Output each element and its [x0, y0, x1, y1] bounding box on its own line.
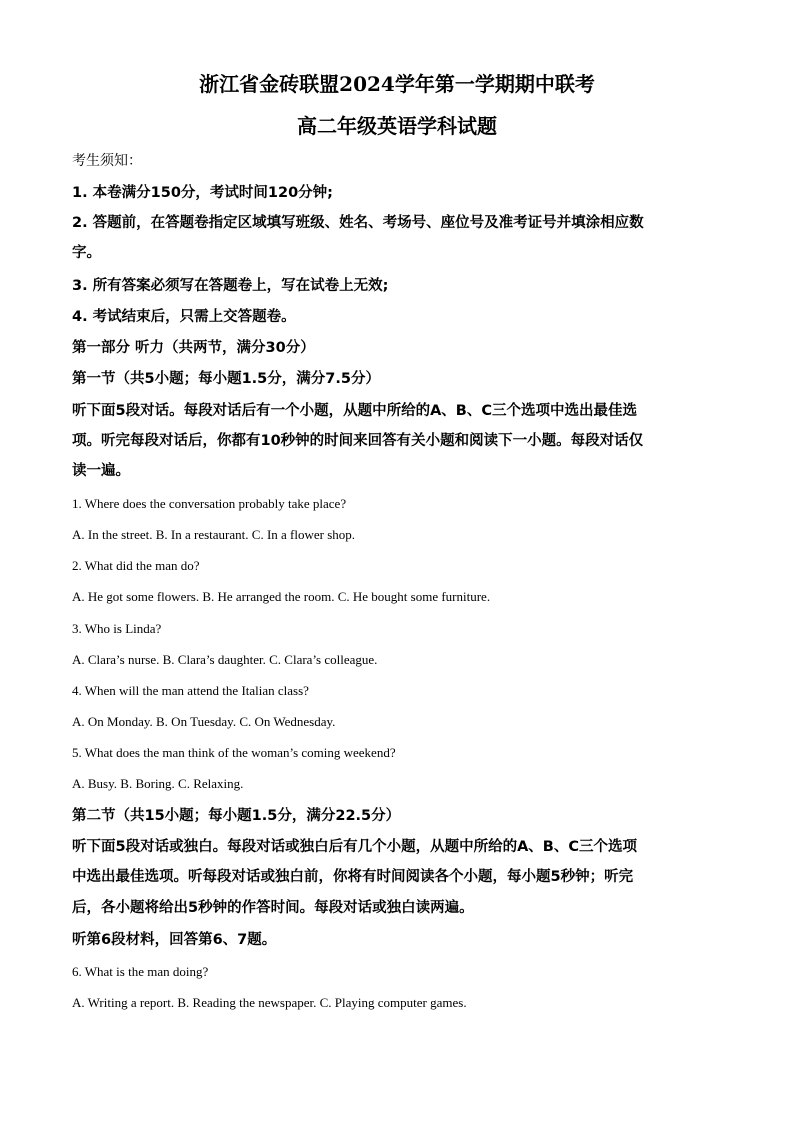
notice-heading: 考生须知：: [72, 153, 142, 169]
section1-heading: 第一节（共5小题；每小题1.5分，满分7.5分）: [72, 371, 380, 387]
notice-item: 1. 本卷满分150分，考试时间120分钟;: [72, 185, 333, 201]
section2-instruction: 后，各小题将给出5秒钟的作答时间。每段对话或独白读两遍。: [72, 900, 474, 916]
question-text: 3. Who is Linda?: [72, 621, 162, 636]
section1-instruction: 读一遍。: [72, 463, 130, 479]
question-text: 2. What did the man do?: [72, 558, 200, 573]
question-options: A. He got some flowers. B. He arranged the room. C. He bought some furniture.: [72, 589, 491, 604]
question-text: 5. What does the man think of the woman’s coming weekend?: [72, 745, 396, 760]
notice-item: 字。: [72, 245, 101, 261]
exam-subtitle: 高二年级英语学科试题: [297, 114, 497, 138]
section2-instruction: 中选出最佳选项。听每段对话或独白前，你将有时间阅读各个小题，每小题5秒钟；听完: [72, 869, 634, 885]
question-text: 1. Where does the conversation probably take place?: [72, 496, 347, 511]
question-options: A. Clara’s nurse. B. Clara’s daughter. C. Clara’s colleague.: [72, 652, 378, 667]
material-note: 听第6段材料，回答第6、7题。: [72, 932, 277, 948]
exam-title: 浙江省金砖联盟2024学年第一学期期中联考: [199, 72, 595, 96]
question-text: 4. When will the man attend the Italian class?: [72, 683, 309, 698]
question-text: 6. What is the man doing?: [72, 964, 209, 979]
question-options: A. In the street. B. In a restaurant. C. In a flower shop.: [72, 527, 356, 542]
notice-item: 2. 答题前，在答题卷指定区域填写班级、姓名、考场号、座位号及准考证号并填涂相应数: [72, 215, 644, 231]
part1-heading: 第一部分 听力（共两节，满分30分）: [72, 340, 315, 356]
section2-instruction: 听下面5段对话或独白。每段对话或独白后有几个小题，从题中所给的A、B、C三个选项: [72, 839, 638, 855]
section1-instruction: 项。听完每段对话后，你都有10秒钟的时间来回答有关小题和阅读下一小题。每段对话仅: [72, 433, 644, 449]
notice-item: 4. 考试结束后，只需上交答题卷。: [72, 309, 296, 325]
question-options: A. On Monday. B. On Tuesday. C. On Wednesday.: [72, 714, 336, 729]
question-options: A. Writing a report. B. Reading the newspaper. C. Playing computer games.: [72, 995, 467, 1010]
question-options: A. Busy. B. Boring. C. Relaxing.: [72, 776, 244, 791]
section2-heading: 第二节（共15小题；每小题1.5分，满分22.5分）: [72, 808, 401, 824]
section1-instruction: 听下面5段对话。每段对话后有一个小题，从题中所给的A、B、C三个选项中选出最佳选: [72, 403, 638, 419]
notice-item: 3. 所有答案必须写在答题卷上，写在试卷上无效;: [72, 278, 389, 294]
